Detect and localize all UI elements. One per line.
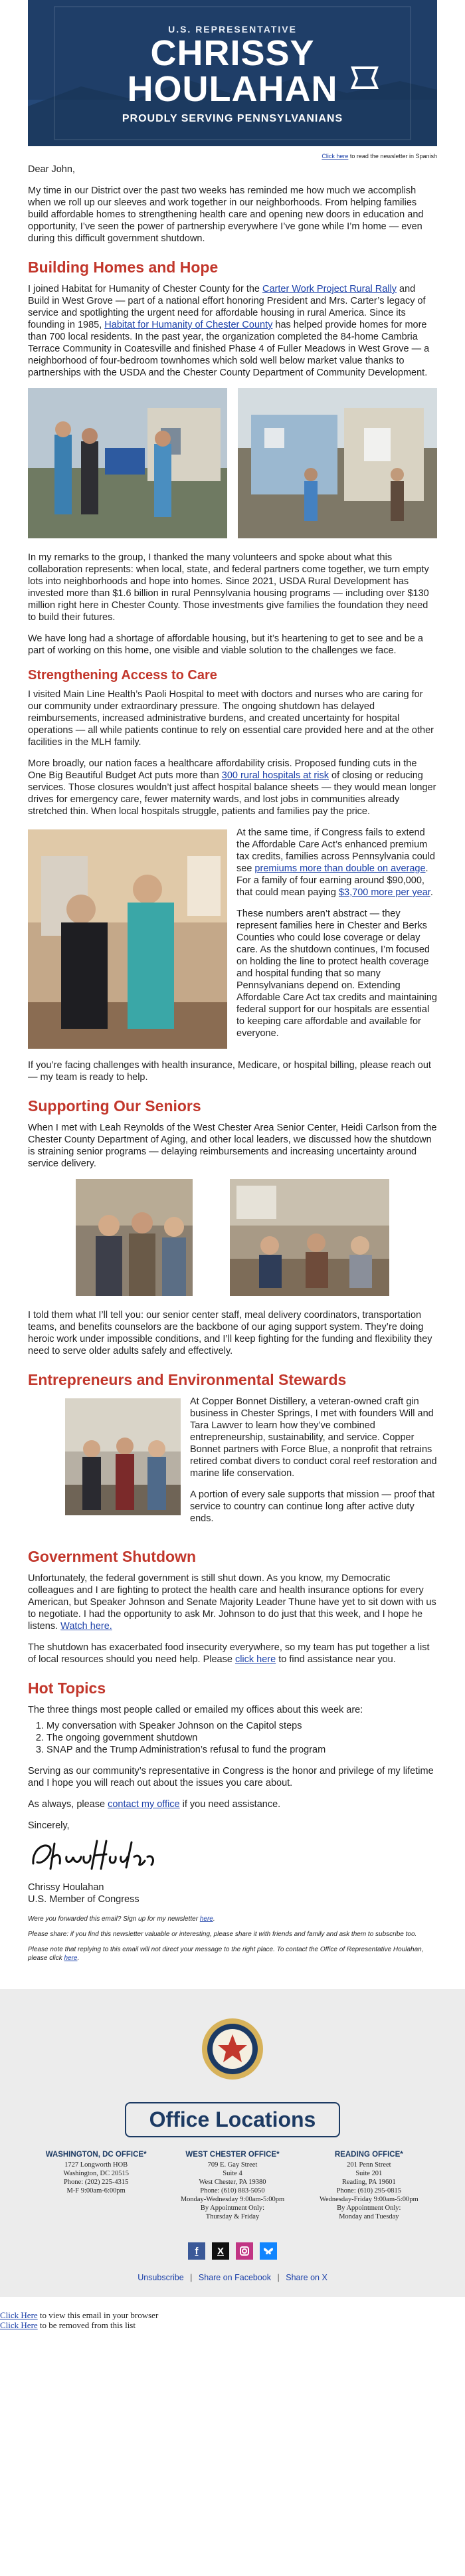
care-paragraph-2: More broadly, our nation faces a healthcare affordability crisis. Proposed funding cuts in the One Big Beautiful Budget Act puts more than 300 rural hospitals at risk of closing or reducing services. Those closures wouldn’t just affect hospital balance sheets — they would mean longer drives for emergency care, fewer maternity wards, and lost jobs in communities already stretched thin. When local hospitals struggle, patients and families pay the price. — [28, 758, 436, 817]
section-title-entrepreneurs: Entrepreneurs and Environmental Stewards — [28, 1371, 347, 1388]
care-paragraph-4: These numbers aren’t abstract — they represent families here in Chester and Berks Counties who could lose coverage or delay care. As the shutdown continues, I’m focused on holding the line to protect health coverage and hospital funding that so many Pennsylvanians depend on. Extending Affordable Care Act tax credits and maintaining federal support for our hospitals are essential to keeping care affordable and available for everyone. — [236, 909, 437, 1039]
office-west-chester: WEST CHESTER OFFICE* 709 E. Gay Street Suite 4 West Chester, PA 19380 Phone: (610) 883-5050 Monday-Wednesday 9:00am-5:00pm By Appointment Only: Thursday & Friday — [180, 2151, 285, 2220]
care-paragraph-3: At the same time, if Congress fails to extend the Affordable Care Act’s enhanced premium tax credits, families across Pennsylvania could see premiums more than double on average. For a family of four earning around $90,000, that could mean paying $3,700 more per year. — [236, 827, 435, 898]
hot-topics-intro: The three things most people called or emailed my offices about this week are: — [28, 1705, 363, 1715]
greeting: Dear John, — [28, 164, 75, 175]
paoli-hospital-visit-photo — [28, 829, 227, 1049]
homes-photos — [28, 388, 437, 538]
banner-last-name: HOULAHAN — [127, 69, 338, 109]
contact-paragraph: As always, please contact my office if you need assistance. — [28, 1799, 281, 1810]
care-paragraph-5: If you’re facing challenges with health insurance, Medicare, or hospital billing, please reach out — my team is ready to help. — [28, 1060, 431, 1083]
serving-paragraph: Serving as our community’s representative in Congress is the honor and privilege of my lifetime and I hope you will reach out about the issues you care about. — [28, 1766, 434, 1788]
senior-center-meeting-photo — [230, 1179, 389, 1296]
carter-work-project-link[interactable]: Carter Work Project Rural Rally — [262, 284, 397, 294]
entrepreneurs-paragraph-2: A portion of every sale supports that mission — proof that service to country can continue long after active duty ends. — [190, 1489, 435, 1524]
intro-paragraph: My time in our District over the past two weeks has reminded me how much we accomplish when we roll up our sleeves and work together in our neighborhoods. From helping families build affordable homes to strengthening health care and opening new doors in education and opportunity, I’ve seen the power of partnership everywhere I’ve gone while I’m home — even during this difficult government shutdown. — [28, 185, 424, 244]
seniors-paragraph-2: I told them what I’ll tell you: our senior center staff, meal delivery coordinators, transportation teams, and benefits counselors are the backbone of our aging support system. They’re doing heroic work under impossible conditions, and I’ll keep fighting for the funding and flexibility they need to serve older adults safely and effectively. — [28, 1310, 432, 1356]
x-icon[interactable]: X — [212, 2242, 229, 2260]
habitat-volunteers-photo — [28, 388, 227, 538]
homes-paragraph-1: I joined Habitat for Humanity of Chester County for the Carter Work Project Rural Rally and Build in West Grove — part of a national effort honoring President and Mrs. Carter’s legacy of service and spotlighting the urgent need for affordable housing in rural America. Since its founding in 1985, Habitat for Humanity of Chester County has helped provide homes for more than 700 local residents. In the past year, the organization completed the 84-home Cambria Terrace Community in Coatesville and finished Phase 4 of Fuller Meadows in West Grove — a neighborhood of four-bedroom townhomes which sold well below market value thanks to partnerships with the USDA and the Chester County Department of Community Development. — [28, 284, 430, 378]
section-title-homes: Building Homes and Hope — [28, 259, 219, 276]
section-title-hot-topics: Hot Topics — [28, 1679, 106, 1697]
banner-tagline: PROUDLY SERVING PENNSYLVANIANS — [122, 113, 343, 124]
instagram-icon[interactable] — [236, 2242, 253, 2260]
bluesky-icon[interactable] — [260, 2242, 277, 2260]
footer-band — [0, 1989, 465, 2297]
sincerely: Sincerely, — [28, 1820, 70, 1831]
contact-office-link[interactable]: contact my office — [108, 1799, 180, 1810]
shutdown-paragraph-2: The shutdown has exacerbated food insecurity everywhere, so my team has put together a list of local resources should you need help. Please click here to find assistance near you. — [28, 1642, 430, 1665]
signer-name: Chrissy Houlahan — [28, 1882, 104, 1893]
habitat-house-build-photo — [238, 388, 437, 538]
spanish-newsletter-link[interactable]: Click here — [322, 153, 349, 160]
seniors-paragraph-1: When I met with Leah Reynolds of the West Chester Area Senior Center, Heidi Carlson from the Chester County Department of Aging, and other local leaders, we discussed how the shutdown is straining senior programs — delaying reimbursements and increasing uncertainty around service delivery. — [28, 1123, 437, 1169]
reply-note: Please note that replying to this email will not direct your message to the right place. To contact the Office of Representative Houlahan, please click here. — [28, 1946, 424, 1962]
shutdown-paragraph-1: Unfortunately, the federal government is still shut down. As you know, my Democratic colleagues and I are fighting to protect the health care and health insurance options for every American, but Speaker Johnson and Senate Majority Leader Thune have yet to sit down with us to negotiate. I had the opportunity to ask Mr. Johnson to do just that this week, and I hope he listens. Watch here. — [28, 1573, 436, 1632]
share-facebook-link[interactable]: Share on Facebook — [198, 2273, 272, 2282]
signature-image — [28, 1834, 174, 1876]
forwarded-line: Were you forwarded this email? Sign up for my newsletter here. — [28, 1915, 215, 1923]
care-paragraph-1: I visited Main Line Health’s Paoli Hospital to meet with doctors and nurses who are caring for our community under extraordinary pressure. The ongoing shutdown has delayed reimbursements, increased administrative burdens, and created uncertainty for hospital operations — all while patients continue to rely on essential care provided here and at the other facilities in the MLH family. — [28, 689, 434, 748]
habitat-chester-link[interactable]: Habitat for Humanity of Chester County — [104, 320, 273, 330]
banner-title-line: U.S. REPRESENTATIVE — [168, 24, 297, 35]
entrepreneurs-float-section — [28, 1396, 437, 1534]
banner-first-name: CHRISSY — [150, 33, 315, 73]
spanish-link-line: Click here to read the newsletter in Spanish — [322, 153, 437, 160]
view-in-browser-link[interactable]: Click Here — [0, 2310, 38, 2320]
list-item: 3. SNAP and the Trump Administration’s refusal to fund the program — [46, 1744, 437, 1756]
seniors-photos — [28, 1179, 437, 1296]
bottom-links: Click Here to view this email in your browser Click Here to be removed from this list — [0, 2310, 159, 2330]
office-reading: READING OFFICE* 201 Penn Street Suite 201 Reading, PA 19601 Phone: (610) 295-0815 Wednesday-Friday 9:00am-5:00pm By Appointment Only: Monday and Tuesday — [319, 2151, 418, 2220]
office-locations — [28, 2151, 437, 2221]
premiums-double-link[interactable]: premiums more than double on average — [254, 863, 426, 874]
rural-hospitals-link[interactable]: 300 rural hospitals at risk — [221, 770, 329, 781]
congress-seal-icon — [199, 2016, 266, 2082]
newsletter-signup-link[interactable]: here — [199, 1915, 213, 1923]
social-icons — [0, 2242, 465, 2260]
hot-topics-list — [46, 1720, 437, 1756]
homes-paragraph-3: We have long had a shortage of affordable housing, but it’s heartening to get to see and be a part of working on this home, one visible and viable solution to the challenges we face. — [28, 633, 423, 656]
homes-paragraph-2: In my remarks to the group, I thanked the many volunteers and spoke about what this collaboration represents: when local, state, and federal partners come together, we turn empty lots into neighborhoods and hope into homes. Since 2021, USDA Rural Development has invested more than $1.6 billion in rural Pennsylvania housing programs — including over $130 million right here in Chester County. Those investments give families the foundation they need to build their futures. — [28, 552, 429, 623]
share-note: Please share: if you find this newsletter valuable or interesting, please share it with friends and family and ask them to subscribe too. — [28, 1931, 417, 1938]
3700-more-link[interactable]: $3,700 more per year — [338, 887, 430, 898]
remove-from-list-link[interactable]: Click Here — [0, 2320, 38, 2330]
food-resources-link[interactable]: click here — [234, 1654, 276, 1665]
entrepreneurs-paragraph-1: At Copper Bonnet Distillery, a veteran-owned craft gin business in Chester Springs, I met with founders Will and Tara Lawver to learn how they’ve combined entrepreneurship, sustainability, and service. Copper Bonnet partners with Force Blue, a nonprofit that retrains retired combat divers to conduct coral reef restoration and marine life conservation. — [190, 1396, 437, 1479]
facebook-icon[interactable]: f — [188, 2242, 205, 2260]
signer-role: U.S. Member of Congress — [28, 1894, 140, 1905]
watch-here-link[interactable]: Watch here. — [60, 1621, 112, 1632]
office-locations-title: Office Locations — [125, 2102, 340, 2137]
contact-office-here-link[interactable]: here — [64, 1955, 78, 1962]
header-banner — [28, 0, 437, 146]
care-float-section — [28, 827, 437, 1053]
senior-center-leaders-photo — [76, 1179, 193, 1296]
copper-bonnet-distillery-photo — [65, 1398, 181, 1515]
unsubscribe-link[interactable]: Unsubscribe — [138, 2273, 184, 2282]
office-dc: WASHINGTON, DC OFFICE* 1727 Longworth HOB Washington, DC 20515 Phone: (202) 225-4315 M-F 9:00am-6:00pm — [45, 2151, 147, 2195]
section-title-shutdown: Government Shutdown — [28, 1548, 196, 1565]
section-title-seniors: Supporting Our Seniors — [28, 1097, 201, 1115]
section-title-care: Strengthening Access to Care — [28, 668, 217, 683]
share-x-link[interactable]: Share on X — [286, 2273, 327, 2282]
list-item: 1. My conversation with Speaker Johnson on the Capitol steps — [46, 1720, 437, 1732]
keystone-icon — [350, 66, 379, 89]
list-item: 2. The ongoing government shutdown — [46, 1732, 437, 1744]
footer-links: Unsubscribe | Share on Facebook | Share on X — [138, 2273, 327, 2282]
